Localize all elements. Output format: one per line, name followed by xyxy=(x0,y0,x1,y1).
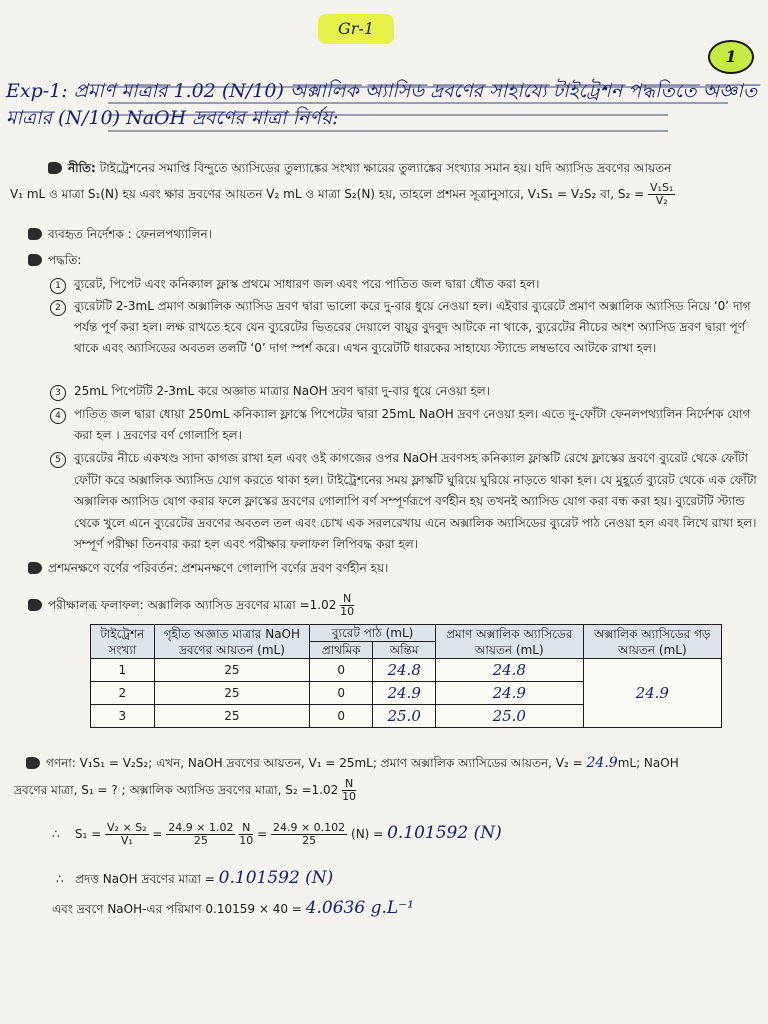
indicator-heading: ব্যবহৃত নির্দেশক : xyxy=(48,227,132,241)
cell-final: 24.9 xyxy=(373,682,436,705)
header-burette-reading: ব্যুরেট পাঠ (mL) xyxy=(310,625,436,642)
calc-frac-den: 10 xyxy=(342,790,357,803)
results-fraction xyxy=(340,593,354,618)
header-final: অন্তিম xyxy=(373,642,436,659)
results-heading: পরীক্ষালব্ধ ফলাফল: xyxy=(48,598,144,612)
cell-acid: 24.9 xyxy=(436,682,584,705)
header-mean-volume: অক্সালিক অ্যাসিডের গড় আয়তন (mL) xyxy=(583,625,721,659)
step-number: 5 xyxy=(50,452,66,468)
formula-denominator: V₂ xyxy=(655,194,668,207)
step-number: 2 xyxy=(50,300,66,316)
bullet-icon xyxy=(28,254,42,266)
formula-fraction xyxy=(648,182,675,207)
s1-unit-fraction xyxy=(239,822,253,847)
cell-initial: 0 xyxy=(310,659,373,682)
calc-frac-num: N xyxy=(342,778,356,791)
s1-fraction-3 xyxy=(271,822,347,847)
cell-naoh: 25 xyxy=(154,705,309,728)
cell-mean: 24.9 xyxy=(583,659,721,728)
calc-line2-fraction xyxy=(342,778,356,803)
principle-heading: নীতি: xyxy=(68,161,96,175)
s1-fraction-2 xyxy=(166,822,235,847)
step-text: 25mL পিপেটটি 2-3mL করে অজ্ঞাত মাত্রার NaOH দ্রবণ দ্বারা দু-বার ধুয়ে নেওয়া হল। xyxy=(74,384,491,398)
principle-formula-line xyxy=(10,182,764,207)
bullet-icon xyxy=(28,562,42,574)
amount-naoh-line xyxy=(52,898,752,921)
principle-text-2: V₁ mL ও মাত্রা S₁(N) হয় এবং ক্ষার দ্রবণের আয়তন V₂ mL ও মাত্রা S₂(N) হয়, তাহলে প্রশমন সূত্রানুসারে, V₁S₁ = V₂S₂ বা, S₂ = xyxy=(10,187,645,201)
results-fraction-num: N xyxy=(340,593,354,606)
cell-naoh: 25 xyxy=(154,682,309,705)
amount-label: এবং দ্রবণে NaOH-এর পরিমাণ 0.10159 × 40 = xyxy=(52,902,302,916)
step-number: 3 xyxy=(50,385,66,401)
bullet-icon xyxy=(28,228,42,240)
procedure-heading-row xyxy=(28,252,81,272)
step-text: পাতিত জল দ্বারা ধোয়া 250mL কনিক্যাল ফ্লাস্কে পিপেটের দ্বারা 25mL NaOH দ্রবণ নেওয়া হল। এতে দু-ফোঁটা ফেনলপথ্যালিন নির্দেশক যোগ করা হল । দ্রবণের বর্ণ গোলাপি হল। xyxy=(74,407,751,442)
calc-heading: গণনা: xyxy=(46,756,76,770)
header-naoh-volume: গৃহীত অজ্ঞাত মাত্রার NaOH দ্রবণের আয়তন (mL) xyxy=(154,625,309,659)
therefore-symbol: ∴ xyxy=(56,872,64,886)
procedure-step-2 xyxy=(50,296,762,355)
fraction-den: 25 xyxy=(302,834,317,847)
color-change-section xyxy=(28,560,388,580)
therefore-symbol: ∴ xyxy=(52,827,60,841)
s1-label: S₁ = xyxy=(74,827,102,841)
results-fraction-den: 10 xyxy=(340,605,355,618)
fraction-num: V₂ × S₂ xyxy=(107,821,147,834)
procedure-step-1 xyxy=(50,274,762,294)
calc-text-2: দ্রবণের মাত্রা, S₁ = ? ; অক্সালিক অ্যাসিড দ্রবণের মাত্রা, S₂ =1.02 xyxy=(14,783,339,797)
principle-text-1: টাইট্রেশনের সমাপ্তি বিন্দুতে অ্যাসিডের তুল্যাঙ্কের সংখ্যা ক্ষারের তুল্যাঙ্কের সংখ্যার সমান হয়। যদি অ্যাসিড দ্রবণের আয়তন xyxy=(99,161,672,175)
unit-n: (N) = xyxy=(351,827,384,841)
cell-no: 2 xyxy=(91,682,155,705)
color-change-text: প্রশমনক্ষণে গোলাপি বর্ণের দ্রবণ বর্ণহীন হয়। xyxy=(181,561,389,575)
cell-initial: 0 xyxy=(310,705,373,728)
indicator-value: ফেনলপথ্যালিন। xyxy=(135,227,212,241)
fraction-den: 10 xyxy=(239,834,254,847)
cell-acid: 24.8 xyxy=(436,659,584,682)
bullet-icon xyxy=(26,757,40,769)
page-number-badge: 1 xyxy=(708,40,754,74)
calc-line-2 xyxy=(14,778,754,803)
fraction-num: N xyxy=(239,822,253,835)
cell-acid: 25.0 xyxy=(436,705,584,728)
group-tag: Gr-1 xyxy=(318,14,394,44)
fraction-num: 24.9 × 0.102 xyxy=(272,821,346,834)
procedure-step-4 xyxy=(50,404,762,442)
step-number: 4 xyxy=(50,408,66,424)
fraction-num: 24.9 × 1.02 xyxy=(168,821,234,834)
indicator-section xyxy=(28,226,212,246)
amount-answer: 4.0636 g.L⁻¹ xyxy=(305,898,414,918)
titration-results-table xyxy=(90,624,722,728)
s1-answer: 0.101592 (N) xyxy=(387,823,502,843)
color-change-heading: প্রশমনক্ষণে বর্ণের পরিবর্তন: xyxy=(48,561,178,575)
s1-fraction-1 xyxy=(105,822,149,847)
header-initial: প্রাথমিক xyxy=(310,642,373,659)
formula-numerator: V₁S₁ xyxy=(650,181,674,194)
calc-line-1 xyxy=(26,752,766,774)
cell-initial: 0 xyxy=(310,682,373,705)
cell-no: 3 xyxy=(91,705,155,728)
header-acid-volume: প্রমাণ অক্সালিক অ্যাসিডের আয়তন (mL) xyxy=(436,625,584,659)
bullet-icon xyxy=(48,162,62,174)
fraction-den: 25 xyxy=(193,834,208,847)
procedure-step-3 xyxy=(50,381,762,401)
strike-scribble xyxy=(108,114,668,132)
experiment-title: Exp-1: প্রমাণ মাত্রার 1.02 (N/10) অক্সালিক অ্যাসিড দ্রবণের সাহায্যে টাইট্রেশন পদ্ধতিতে অজ্ঞাত মাত্রার (N/10) NaOH দ্রবণের মাত্রা নির্ণয়: xyxy=(6,80,758,129)
step-number: 1 xyxy=(50,278,66,294)
procedure-heading: পদ্ধতি: xyxy=(48,253,82,267)
fraction-den: V₁ xyxy=(120,834,133,847)
given-naoh-line xyxy=(56,868,756,891)
step-text: ব্যুরেটের নীচে একখণ্ড সাদা কাগজ রাখা হল এবং ওই কাগজের ওপর NaOH দ্রবণসহ কনিক্যাল ফ্লাস্কটি রেখে ফ্লাস্কের দ্রবণে ব্যুরেট থেকে ফোঁটা ফোঁটা করে অক্সালিক অ্যাসিড যোগ করতে থাকা হল। টাইট্রেশনের সময় ফ্লাস্কটি ঘুরিয়ে ঘুরিয়ে নাড়তে থাকা হল। যে মুহূর্তে ব্যুরেট থেকে এক ফোঁটা অক্সালিক অ্যাসিড যোগ করার ফলে ফ্লাস্কের দ্রবণের গোলাপি বর্ণ সম্পূর্ণরূপে বর্ণহীন হয় তখনই অ্যাসিড যোগ করা বন্ধ করা হয়। ব্যুরেটটি স্ট্যান্ড থেকে খুলে এনে ব্যুরেটের দ্রবণের অবতল তল এবং চোখ এক সরলরেখায় এনে অক্সালিক অ্যাসিডের ব্যুরেট পাঠ নেওয়া হল এবং লিখে রাখা হল। সম্পূর্ণ পরীক্ষা তিনবার করা হল এবং পরীক্ষার ফলাফল লিপিবদ্ধ করা হল। xyxy=(74,451,757,551)
step-text: ব্যুরেট, পিপেট এবং কনিক্যাল ফ্লাস্ক প্রথমে সাধারণ জল এবং পরে পাতিত জল দ্বারা ধৌত করা হল। xyxy=(74,277,540,291)
calc-v2-value: 24.9 xyxy=(586,755,618,771)
cell-final: 25.0 xyxy=(373,705,436,728)
results-text: অক্সালিক অ্যাসিড দ্রবণের মাত্রা =1.02 xyxy=(147,598,337,612)
step-text: ব্যুরেটটি 2-3mL প্রমাণ অক্সালিক অ্যাসিড দ্রবণ দ্বারা ভালো করে দু-বার ধুয়ে নেওয়া হল। এইবার ব্যুরেটে প্রমাণ অক্সালিক অ্যাসিড নিয়ে ‘0’ দাগ পর্যন্ত পূর্ণ করা হল। লক্ষ রাখতে হবে যেন ব্যুরেটের ভিতরের দেয়ালে বায়ুর বুদবুদ আটকে না থাকে, ব্যুরেটের নীচের অংশ অ্যাসিড দ্রবণ দ্বারা পূর্ণ থাকে এবং অ্যাসিডের অবতল তলটি ‘0’ দাগ স্পর্শ করে। এখন ব্যুরেটটি ধারকের সাহায্যে স্ট্যান্ডে লম্বভাবে আটকে রাখা হল। xyxy=(74,299,751,355)
results-section xyxy=(28,592,354,618)
calc-text-1: V₁S₁ = V₂S₂; এখন, NaOH দ্রবণের আয়তন, V₁ = 25mL; প্রমাণ অক্সালিক অ্যাসিডের আয়তন, V₂ = xyxy=(79,756,583,770)
cell-naoh: 25 xyxy=(154,659,309,682)
table-row xyxy=(91,659,722,682)
given-answer: 0.101592 (N) xyxy=(218,868,334,888)
principle-section xyxy=(48,158,764,178)
cell-no: 1 xyxy=(91,659,155,682)
strike-scribble xyxy=(108,86,728,104)
calc-text-1-tail: mL; NaOH xyxy=(617,756,679,770)
procedure-step-5 xyxy=(50,448,762,551)
calc-s1-equation: ∴ S₁ = $\frac{\text{V₂ × S₂}}{\text{V₁}}$ = $\frac{24.9 \times 1.02}{25}$ $\frac{N}{10}$ = $\frac{24.9 \times 0.102}{25}$ (N) = 0.101592 (N) xyxy=(52,821,502,847)
header-titration-no: টাইট্রেশন সংখ্যা xyxy=(91,625,155,659)
cell-final: 24.8 xyxy=(373,659,436,682)
bullet-icon xyxy=(28,599,42,611)
given-label: প্রদত্ত NaOH দ্রবণের মাত্রা = xyxy=(75,872,215,886)
